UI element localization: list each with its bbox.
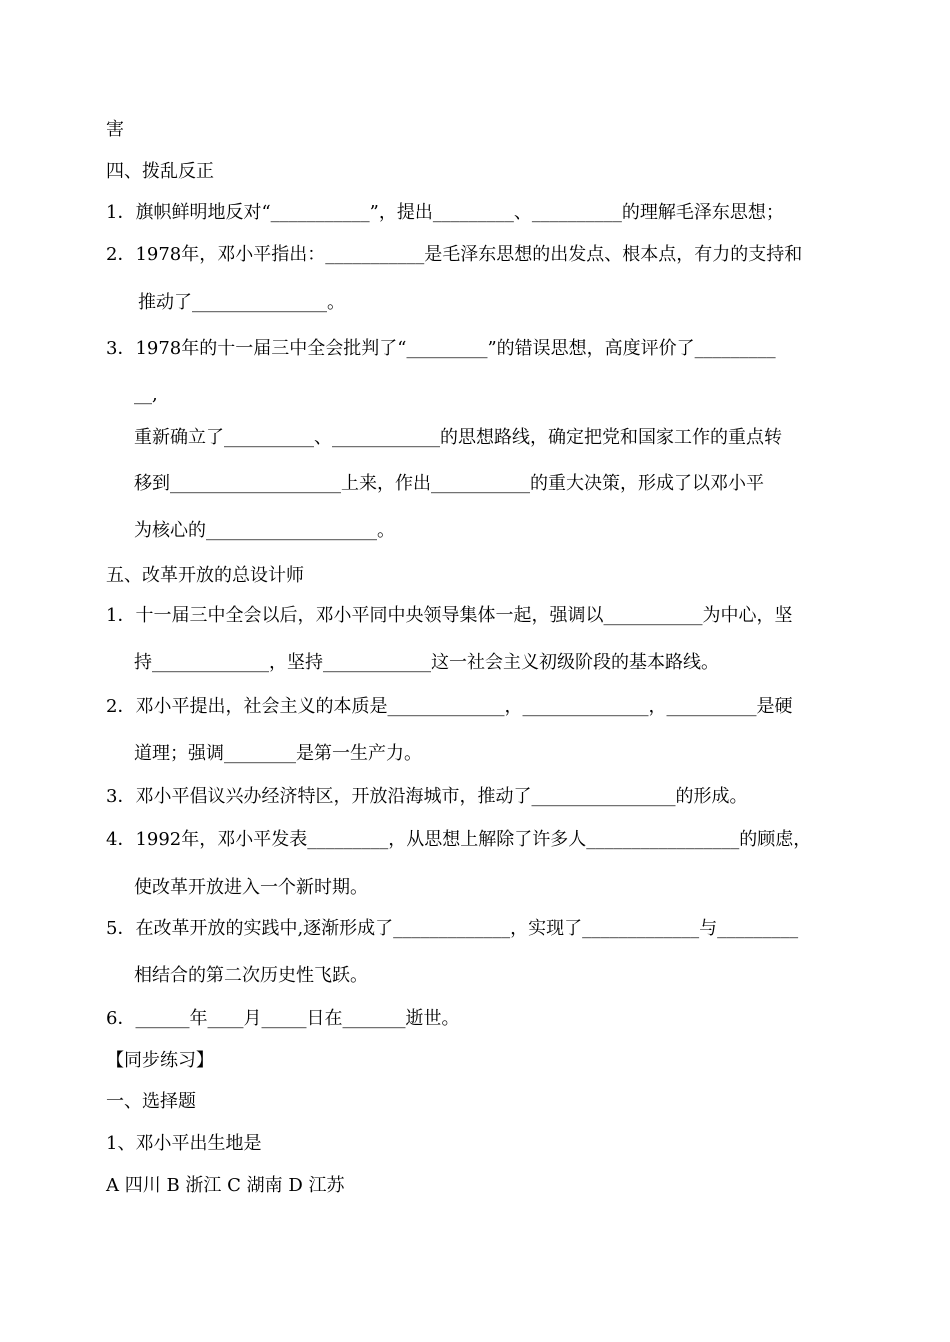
text-line: 害 [106,119,124,140]
text-line: 道理；强调________是第一生产力。 [134,743,422,764]
section-heading: 【同步练习】 [106,1050,214,1071]
text-line: 2．邓小平提出，社会主义的本质是_____________，______________，__________是硬 [106,696,793,717]
text-line: 2．1978年，邓小平指出：___________是毛泽东思想的出发点、根本点，有力的支持和 [106,244,803,265]
text-line: 移到___________________上来，作出___________的重大决策，形成了以邓小平 [134,473,764,494]
text-line: 5．在改革开放的实践中,逐渐形成了_____________，实现了_____________与_________ [106,918,799,939]
text-line: 4．1992年，邓小平发表_________，从思想上解除了许多人_________________的顾虑， [106,829,812,850]
answer-options: A 四川 B 浙江 C 湖南 D 江苏 [106,1175,345,1196]
section-heading: 五、改革开放的总设计师 [106,565,304,586]
question-text: 1、邓小平出生地是 [106,1133,262,1154]
text-line: 1．旗帜鲜明地反对“___________”，提出_________、__________的理解毛泽东思想； [106,202,784,223]
text-line: 6．______年____月_____日在_______逝世。 [106,1008,460,1029]
text-line: 推动了_______________。 [138,292,345,313]
text-line: 重新确立了__________、____________的思想路线，确定把党和国家工作的重点转 [134,427,782,448]
text-line: 3．邓小平倡议兴办经济特区，开放沿海城市，推动了________________的形成。 [106,786,748,807]
text-line: 持_____________，坚持____________这一社会主义初级阶段的基本路线。 [134,652,719,673]
text-line: 相结合的第二次历史性飞跃。 [134,965,368,986]
text-line: 为核心的___________________。 [134,520,395,541]
text-line: __, [134,384,158,405]
text-line: 1．十一届三中全会以后，邓小平同中央领导集体一起，强调以___________为中心，坚 [106,605,793,626]
section-heading: 一、选择题 [106,1091,196,1112]
text-line: 3．1978年的十一届三中全会批判了“_________”的错误思想，高度评价了_________ [106,338,776,359]
section-heading: 四、拨乱反正 [106,161,214,182]
text-line: 使改革开放进入一个新时期。 [134,877,368,898]
